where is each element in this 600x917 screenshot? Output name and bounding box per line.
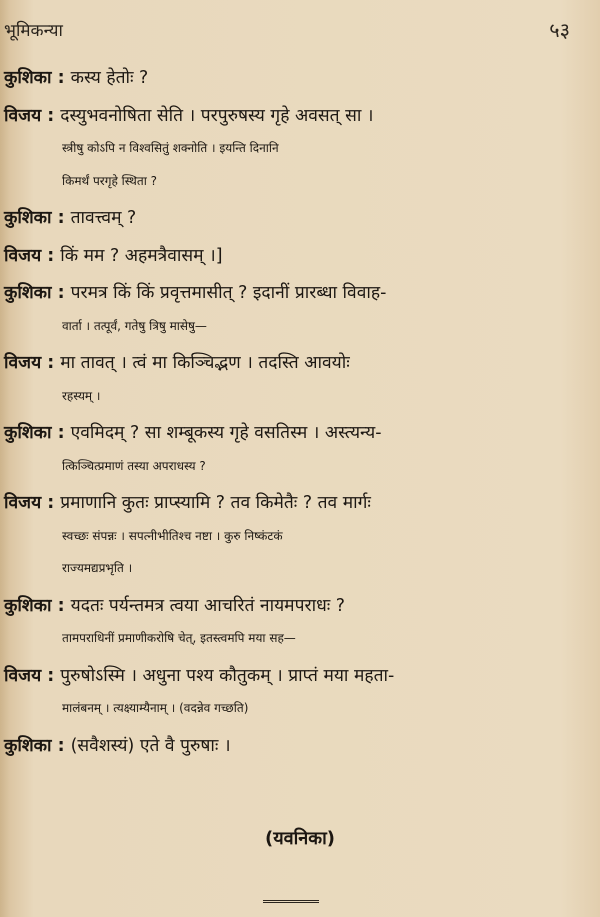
speech-words: किमर्थं परगृहे स्थिता ?: [62, 173, 157, 188]
speech-text: [4, 417, 588, 450]
speech-text: [4, 347, 588, 380]
speech-text: [4, 165, 588, 198]
dialogue-line: [4, 202, 588, 235]
speech-text: [4, 380, 588, 413]
speaker-colon: :: [51, 595, 71, 616]
speech-text: [4, 520, 588, 553]
speaker-colon: :: [41, 493, 61, 513]
page-header: [0, 18, 600, 48]
speaker-name: विजय: [4, 105, 42, 126]
speech-words: किं मम ? अहमत्रैवासम् ।]: [60, 245, 223, 266]
dialogue-line: [4, 277, 588, 342]
speech-text: [4, 552, 588, 585]
speech-text: [4, 692, 588, 725]
speech-words: मा तावत् । त्वं मा किञ्चिद्भण । तदस्ति आवयोः: [60, 353, 350, 373]
speech-words: कस्य हेतोः ?: [70, 68, 149, 88]
end-rule: [263, 900, 319, 903]
speech-text: [4, 132, 588, 165]
speech-words: तामपराधिनीं प्रमाणीकरोषि चेत्, इतस्त्वमपि मया सह—: [62, 631, 296, 645]
speaker-colon: :: [51, 423, 71, 443]
dialogue-line: [4, 590, 588, 655]
speech-text: [4, 310, 588, 343]
speech-words: रहस्यम् ।: [62, 388, 101, 403]
speaker-colon: :: [51, 283, 71, 303]
speaker-colon: :: [51, 735, 71, 756]
speech-words: राज्यमद्यप्रभृति ।: [62, 561, 133, 575]
speech-text: [4, 590, 588, 623]
speaker-name: कुशिका: [4, 208, 52, 228]
speech-text: [4, 622, 588, 655]
dialogue-line: [4, 100, 588, 198]
speaker-name: विजय: [4, 245, 42, 266]
speaker-name: कुशिका: [4, 423, 52, 443]
speech-words: दस्युभवनोषिता सेति । परपुरुषस्य गृहे अवसत् सा ।: [60, 105, 374, 126]
dialogue: [4, 62, 588, 762]
speech-words: एवमिदम् ? सा शम्बूकस्य गृहे वसतिस्म । अस्त्यन्य-: [70, 423, 382, 443]
speaker-name: कुशिका: [4, 595, 52, 616]
speaker-colon: :: [51, 208, 71, 228]
dialogue-line: [4, 660, 588, 725]
speaker-colon: :: [41, 245, 61, 266]
speaker-colon: :: [41, 665, 61, 686]
speaker-name: कुशिका: [4, 283, 52, 303]
running-title: भूमिकन्या: [4, 21, 63, 41]
speaker-name: कुशिका: [4, 68, 52, 88]
page-number: ५३: [549, 18, 570, 42]
speaker-name: विजय: [4, 493, 42, 513]
speech-text: [4, 730, 588, 763]
speech-text: [4, 202, 588, 235]
speech-text: [4, 450, 588, 483]
speech-words: तावत्त्वम् ?: [70, 208, 137, 228]
dialogue-line: [4, 730, 588, 763]
dialogue-line: [4, 347, 588, 412]
speech-words: पुरुषोऽस्मि । अधुना पश्य कौतुकम् । प्राप्तं मया महता-: [60, 665, 395, 686]
speech-words: (सवैशस्यं) एते वै पुरुषाः ।: [70, 735, 231, 756]
speech-text: [4, 487, 588, 520]
dialogue-line: [4, 487, 588, 585]
speech-text: [4, 100, 588, 133]
speech-words: परमत्र किं किं प्रवृत्तमासीत् ? इदानीं प्रारब्धा विवाह-: [70, 283, 387, 303]
speaker-colon: :: [41, 353, 61, 373]
speech-text: [4, 62, 588, 95]
speaker-name: विजय: [4, 665, 42, 686]
speech-text: [4, 660, 588, 693]
speech-words: वार्ता । तत्पूर्वं, गतेषु त्रिषु मासेषु—: [62, 318, 207, 333]
speech-words: स्त्रीषु कोऽपि न विश्वसितुं शक्नोति । इयन्ति दिनानि: [62, 141, 279, 155]
speech-words: प्रमाणानि कुतः प्राप्स्यामि ? तव किमेतैः ? तव मार्गः: [60, 493, 371, 513]
speech-words: मालंबनम् । त्यक्ष्याम्यैनाम् । (वदन्नेव गच्छति): [62, 701, 249, 715]
dialogue-line: [4, 417, 588, 482]
speech-words: यदतः पर्यन्तमत्र त्वया आचरितं नायमपराधः ?: [70, 595, 346, 616]
closing-curtain: (यवनिका): [264, 828, 336, 849]
speech-words: त्किञ्चित्प्रमाणं तस्या अपराधस्य ?: [62, 458, 206, 473]
dialogue-line: [4, 240, 588, 273]
speaker-name: कुशिका: [4, 735, 52, 756]
speaker-colon: :: [51, 68, 71, 88]
speech-text: [4, 240, 588, 273]
speech-words: स्वच्छः संपन्नः । सपत्नीभीतिश्च नष्टा । कुरु निष्कंटकं: [62, 528, 283, 543]
speaker-name: विजय: [4, 353, 42, 373]
dialogue-line: [4, 62, 588, 95]
speech-text: [4, 277, 588, 310]
speaker-colon: :: [41, 105, 61, 126]
